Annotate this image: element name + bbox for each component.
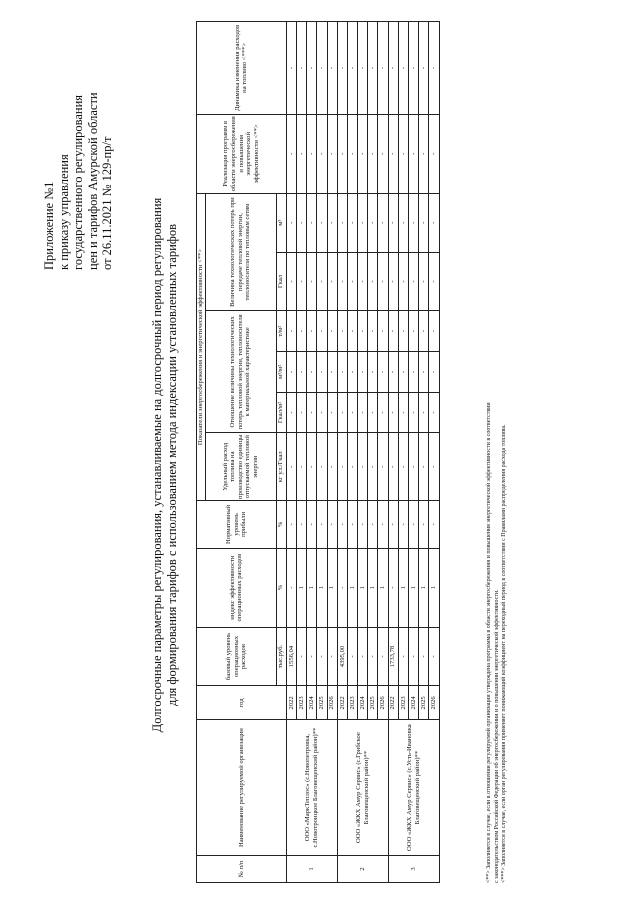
header-num: № п/п — [197, 855, 287, 882]
unit-index: % — [276, 548, 286, 627]
cell-dash: - — [337, 252, 347, 311]
cell-dash: - — [317, 392, 327, 433]
cell-index: 1 — [327, 548, 337, 627]
cell-dash: - — [368, 392, 378, 433]
unit-ratio-2: м³/м² — [276, 352, 286, 393]
cell-dash: - — [398, 352, 408, 393]
cell-base: 1733,78 — [388, 627, 398, 686]
cell-index: 1 — [398, 548, 408, 627]
cell-dash: - — [317, 352, 327, 393]
cell-dash: - — [378, 193, 388, 252]
cell-dash: - — [409, 501, 419, 548]
cell-dash: - — [419, 352, 429, 393]
cell-dash: - — [398, 193, 408, 252]
cell-dash: - — [368, 193, 378, 252]
cell-dash: - — [296, 501, 306, 548]
cell-year: 2022 — [286, 686, 296, 720]
cell-dash: - — [378, 311, 388, 352]
cell-dash: - — [378, 392, 388, 433]
header-losses: Величина технологических потерь при передаче тепловой энергии, теплоносителя по тепловым сетям — [205, 193, 276, 311]
cell-year: 2024 — [307, 686, 317, 720]
cell-dash: - — [317, 501, 327, 548]
cell-dash: - — [286, 392, 296, 433]
cell-dash: - — [358, 433, 368, 501]
cell-dash: - — [296, 392, 306, 433]
document-title — [150, 65, 180, 865]
unit-ratio-3: т/м² — [276, 311, 286, 352]
header-energy-group: Показатели энергосбережения и энергетической эффективности <**> — [197, 193, 206, 500]
cell-dash: - — [327, 193, 337, 252]
cell-dash: - — [378, 114, 388, 193]
cell-dash: - — [307, 22, 317, 115]
cell-base: - — [398, 627, 408, 686]
cell-dash: - — [337, 114, 347, 193]
cell-dash: - — [429, 433, 439, 501]
cell-dash: - — [337, 392, 347, 433]
cell-dash: - — [347, 311, 357, 352]
parameters-table — [196, 21, 440, 883]
org-number: 3 — [388, 855, 439, 882]
cell-dash: - — [419, 433, 429, 501]
cell-dash: - — [429, 193, 439, 252]
cell-dash: - — [286, 22, 296, 115]
cell-dash: - — [409, 193, 419, 252]
cell-dash: - — [388, 114, 398, 193]
header-index: индекс эффективности операционных расходов — [197, 548, 277, 627]
cell-dash: - — [358, 252, 368, 311]
cell-dash: - — [378, 433, 388, 501]
cell-base: - — [347, 627, 357, 686]
cell-dash: - — [296, 352, 306, 393]
cell-dash: - — [296, 22, 306, 115]
cell-year: 2025 — [419, 686, 429, 720]
cell-dash: - — [347, 114, 357, 193]
unit-base: тыс.руб. — [276, 627, 286, 686]
header-org: Наименование регулируемой организации — [197, 720, 287, 856]
cell-dash: - — [368, 114, 378, 193]
unit-losses-2: м³ — [276, 193, 286, 252]
cell-year: 2026 — [327, 686, 337, 720]
cell-dash: - — [368, 501, 378, 548]
unit-ratio-1: Гкал/м² — [276, 392, 286, 433]
cell-dash: - — [429, 22, 439, 115]
cell-index: 1 — [317, 548, 327, 627]
cell-dash: - — [337, 352, 347, 393]
cell-dash: - — [429, 352, 439, 393]
cell-dash: - — [296, 193, 306, 252]
cell-dash: - — [347, 392, 357, 433]
cell-dash: - — [419, 114, 429, 193]
cell-dash: - — [368, 252, 378, 311]
footnote: <**> Заполняется в случае, если в отношении регулируемой организации утверждена программа в области энергосбережения и повышения энергетической эффективности в соответствии — [486, 402, 492, 883]
header-dynamics: Динамика изменения расходов на топливо <***> — [197, 22, 287, 115]
cell-dash: - — [388, 252, 398, 311]
cell-dash: - — [337, 433, 347, 501]
cell-dash: - — [358, 193, 368, 252]
cell-index: - — [337, 548, 347, 627]
cell-base: 4395,00 — [337, 627, 347, 686]
cell-dash: - — [286, 501, 296, 548]
unit-losses-1: Гкал — [276, 252, 286, 311]
appendix-line: от 26.11.2021 № 129-пр/т — [100, 136, 114, 270]
cell-dash: - — [429, 252, 439, 311]
cell-dash: - — [409, 252, 419, 311]
cell-dash: - — [327, 252, 337, 311]
cell-dash: - — [327, 392, 337, 433]
cell-base: 1556,04 — [286, 627, 296, 686]
cell-dash: - — [347, 352, 357, 393]
cell-base: - — [419, 627, 429, 686]
org-number: 2 — [337, 855, 388, 882]
footnote: с законодательством Российской Федерации об энергосбережении и о повышении энергетической эффективности. — [493, 589, 500, 883]
cell-year: 2022 — [337, 686, 347, 720]
cell-dash: - — [317, 114, 327, 193]
cell-dash: - — [368, 433, 378, 501]
appendix-line: к приказу управления — [56, 154, 71, 270]
cell-dash: - — [398, 392, 408, 433]
cell-dash: - — [398, 114, 408, 193]
appendix-header — [42, 30, 115, 270]
cell-dash: - — [327, 352, 337, 393]
cell-dash: - — [409, 22, 419, 115]
title-line-1: Долгосрочные параметры регулирования, устанавливаемые на долгосрочный период регулирования — [150, 197, 164, 733]
cell-dash: - — [358, 22, 368, 115]
cell-dash: - — [429, 501, 439, 548]
table-row — [337, 22, 347, 883]
cell-dash: - — [358, 352, 368, 393]
cell-dash: - — [347, 252, 357, 311]
cell-dash: - — [409, 311, 419, 352]
cell-dash: - — [327, 311, 337, 352]
cell-dash: - — [307, 352, 317, 393]
cell-dash: - — [388, 433, 398, 501]
cell-dash: - — [307, 114, 317, 193]
cell-dash: - — [347, 22, 357, 115]
cell-dash: - — [358, 114, 368, 193]
header-norm: Нормативный уровень прибыли — [197, 501, 277, 548]
cell-dash: - — [296, 311, 306, 352]
cell-dash: - — [419, 501, 429, 548]
cell-dash: - — [307, 392, 317, 433]
cell-dash: - — [307, 252, 317, 311]
cell-index: 1 — [368, 548, 378, 627]
cell-dash: - — [358, 311, 368, 352]
cell-dash: - — [286, 352, 296, 393]
cell-dash: - — [378, 252, 388, 311]
cell-index: - — [388, 548, 398, 627]
cell-year: 2024 — [358, 686, 368, 720]
cell-dash: - — [398, 22, 408, 115]
footnotes — [486, 21, 509, 883]
cell-dash: - — [317, 433, 327, 501]
header-ratio: Отношение величины технологических потерь тепловой энергии, теплоносителя к материальной характеристике — [205, 311, 276, 433]
cell-dash: - — [327, 433, 337, 501]
appendix-line: государственного регулирования — [71, 94, 85, 270]
cell-dash: - — [419, 252, 429, 311]
cell-dash: - — [337, 22, 347, 115]
cell-year: 2022 — [388, 686, 398, 720]
cell-dash: - — [307, 501, 317, 548]
cell-year: 2026 — [429, 686, 439, 720]
cell-dash: - — [388, 22, 398, 115]
cell-base: - — [378, 627, 388, 686]
cell-year: 2023 — [398, 686, 408, 720]
cell-dash: - — [368, 22, 378, 115]
cell-dash: - — [327, 501, 337, 548]
cell-index: 1 — [429, 548, 439, 627]
footnote: <***> Заполняется в случае, если орган регулирования применяет понижающий коэффициент на переходный период в соответствии с Правилами распределения расхода топлива. — [501, 424, 507, 883]
cell-dash: - — [388, 352, 398, 393]
header-year: год — [197, 686, 287, 720]
cell-base: - — [296, 627, 306, 686]
cell-dash: - — [409, 392, 419, 433]
cell-dash: - — [307, 311, 317, 352]
cell-dash: - — [388, 501, 398, 548]
cell-index: 1 — [419, 548, 429, 627]
cell-dash: - — [388, 392, 398, 433]
appendix-line: Приложение №1 — [42, 181, 56, 270]
org-name: ООО «ЖКХ Амур Сервис» (с.Усть-Ивановка Благовещенский район)** — [388, 720, 439, 856]
cell-dash: - — [307, 193, 317, 252]
cell-dash: - — [378, 501, 388, 548]
table-row — [388, 22, 398, 883]
org-name: ООО «МаркТеплос» (с.Новопетровка, с.Новотроицкое Благовещенский район)** — [286, 720, 337, 856]
cell-index: 1 — [296, 548, 306, 627]
cell-index: - — [286, 548, 296, 627]
cell-dash: - — [388, 193, 398, 252]
cell-year: 2025 — [368, 686, 378, 720]
cell-base: - — [307, 627, 317, 686]
header-program: Реализация программ в области энергосбережения и повышения энергетической эффективности <**> — [197, 114, 287, 193]
cell-dash: - — [419, 311, 429, 352]
cell-base: - — [327, 627, 337, 686]
title-line-2: для формирования тарифов с использованием метода индексации установленных тарифов — [165, 223, 179, 707]
cell-index: 1 — [347, 548, 357, 627]
cell-dash: - — [398, 252, 408, 311]
header-specific-fuel: Удельный расход топлива на производство единицы отпускаемой тепловой энергии — [205, 433, 276, 501]
cell-dash: - — [307, 433, 317, 501]
cell-dash: - — [358, 392, 368, 433]
cell-dash: - — [347, 433, 357, 501]
cell-dash: - — [419, 22, 429, 115]
cell-index: 1 — [409, 548, 419, 627]
table-body — [286, 22, 439, 883]
cell-dash: - — [419, 193, 429, 252]
cell-dash: - — [398, 501, 408, 548]
cell-dash: - — [317, 193, 327, 252]
cell-dash: - — [286, 252, 296, 311]
cell-dash: - — [358, 501, 368, 548]
cell-dash: - — [317, 311, 327, 352]
cell-dash: - — [296, 433, 306, 501]
cell-dash: - — [317, 252, 327, 311]
cell-dash: - — [327, 22, 337, 115]
cell-dash: - — [347, 501, 357, 548]
cell-dash: - — [378, 22, 388, 115]
cell-dash: - — [286, 433, 296, 501]
appendix-line: цен и тарифов Амурской области — [85, 92, 100, 270]
cell-index: 1 — [378, 548, 388, 627]
cell-dash: - — [409, 114, 419, 193]
cell-dash: - — [337, 193, 347, 252]
cell-dash: - — [337, 311, 347, 352]
cell-base: - — [358, 627, 368, 686]
cell-dash: - — [409, 433, 419, 501]
cell-dash: - — [378, 352, 388, 393]
cell-dash: - — [419, 392, 429, 433]
header-base: базовый уровень операционных расходов — [197, 627, 277, 686]
cell-dash: - — [317, 22, 327, 115]
cell-year: 2023 — [347, 686, 357, 720]
org-number: 1 — [286, 855, 337, 882]
cell-dash: - — [388, 311, 398, 352]
cell-dash: - — [347, 193, 357, 252]
cell-base: - — [429, 627, 439, 686]
cell-dash: - — [398, 311, 408, 352]
cell-dash: - — [337, 501, 347, 548]
table-row — [286, 22, 296, 883]
cell-dash: - — [286, 193, 296, 252]
cell-base: - — [317, 627, 327, 686]
unit-specific-fuel: кг у.т./Гкал — [276, 433, 286, 501]
cell-year: 2025 — [317, 686, 327, 720]
cell-dash: - — [296, 114, 306, 193]
org-name: ООО «ЖКХ Амур Сервис» (с.Грибское Благовещенский район)** — [337, 720, 388, 856]
cell-dash: - — [368, 352, 378, 393]
cell-dash: - — [429, 311, 439, 352]
cell-dash: - — [429, 392, 439, 433]
cell-dash: - — [286, 311, 296, 352]
cell-dash: - — [286, 114, 296, 193]
cell-dash: - — [327, 114, 337, 193]
cell-base: - — [409, 627, 419, 686]
cell-year: 2026 — [378, 686, 388, 720]
cell-index: 1 — [358, 548, 368, 627]
cell-dash: - — [409, 352, 419, 393]
unit-norm: % — [276, 501, 286, 548]
cell-dash: - — [398, 433, 408, 501]
cell-dash: - — [429, 114, 439, 193]
cell-dash: - — [368, 311, 378, 352]
cell-year: 2024 — [409, 686, 419, 720]
cell-dash: - — [296, 252, 306, 311]
cell-year: 2023 — [296, 686, 306, 720]
cell-base: - — [368, 627, 378, 686]
cell-index: 1 — [307, 548, 317, 627]
